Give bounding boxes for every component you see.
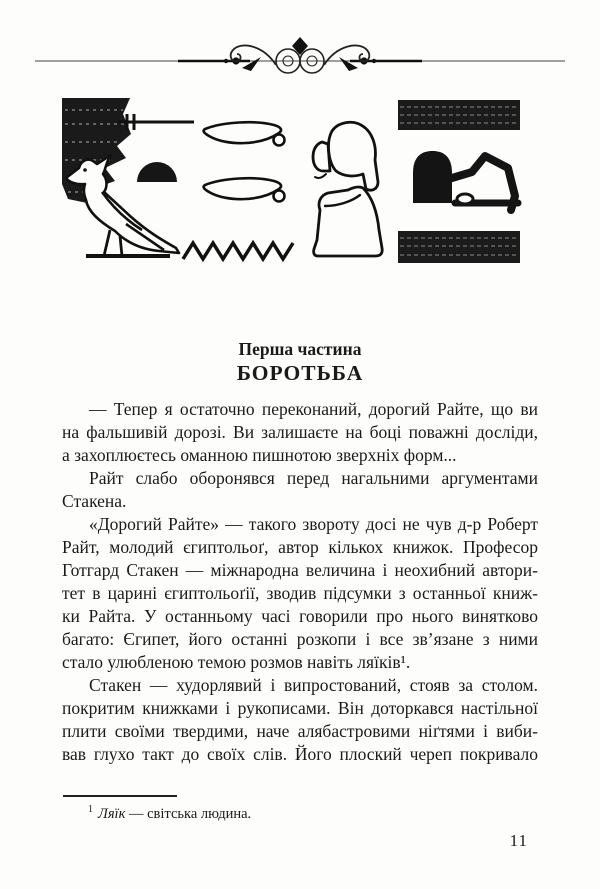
text-line: Райт слабо оборонявся перед нагальними аргументами (89, 468, 538, 488)
page-title: БОРОТЬБА (236, 361, 364, 385)
footnote-rule (63, 795, 177, 797)
text-line: плити своїми твердими, наче алябастровими ніґтями і виби- (62, 721, 538, 741)
ink-band-top (398, 100, 520, 130)
body-text (62, 398, 538, 766)
part-label: Перша частина (238, 339, 362, 359)
stela-glyph (413, 151, 452, 203)
hieroglyph-illustration (60, 98, 522, 280)
text-line: покритим книжками і рукописами. Він доторкався настільної (62, 698, 538, 718)
text-line: тет в царині єгиптольоґії, зводив підсумки з останньої книж- (62, 583, 538, 603)
footnote-marker: 1 (88, 804, 93, 815)
water-zigzag-glyph (183, 243, 293, 259)
text-line: — Тепер я остаточно переконаний, дорогий Райте, що ви (89, 399, 538, 419)
text-line: «Дорогий Райте» — такого звороту досі не чув д-р Роберт (89, 514, 538, 534)
spear-glyph (118, 114, 194, 130)
text-line: Райт, молодий єгиптольоґ, автор кількох книжок. Професор (62, 537, 538, 557)
section-heading (0, 339, 600, 386)
text-line: багато: Єгипет, його останні розкопи і все зв’язане з ними (62, 629, 538, 649)
bread-loaf-glyph (137, 162, 177, 182)
text-line: вав глухо такт до своїх слів. Його плоский череп покривало (62, 744, 538, 764)
seated-figure-glyph (313, 122, 382, 256)
footnote (62, 801, 538, 823)
sickle-glyphs (204, 122, 285, 201)
text-line: Стакена. (62, 491, 127, 511)
text-line: Готгард Стакен — міжнародна величина і неохибний автори- (62, 560, 538, 580)
ink-band-bottom (398, 231, 520, 263)
text-line: на фальшивій дорозі. Ви залишаєте на боці поважні досліди, (62, 422, 538, 442)
page-number: 11 (509, 831, 528, 850)
text-line: стало улюбленою темою розмов навіть ляїків¹. (62, 652, 411, 672)
text-line: ки Райта. У останньому часі говорили про нього винятково (62, 606, 538, 626)
footnote-text: — світська людина. (125, 805, 252, 822)
footnote-term: Ляїк (98, 805, 126, 822)
text-line: Стакен — худорлявий і випростований, стояв за столом. (89, 675, 538, 695)
leg-glyph (452, 156, 518, 210)
flourish-divider-icon (30, 34, 570, 82)
text-line: а захоплюєтесь оманною пишнотою зверхніх форм... (62, 445, 457, 465)
